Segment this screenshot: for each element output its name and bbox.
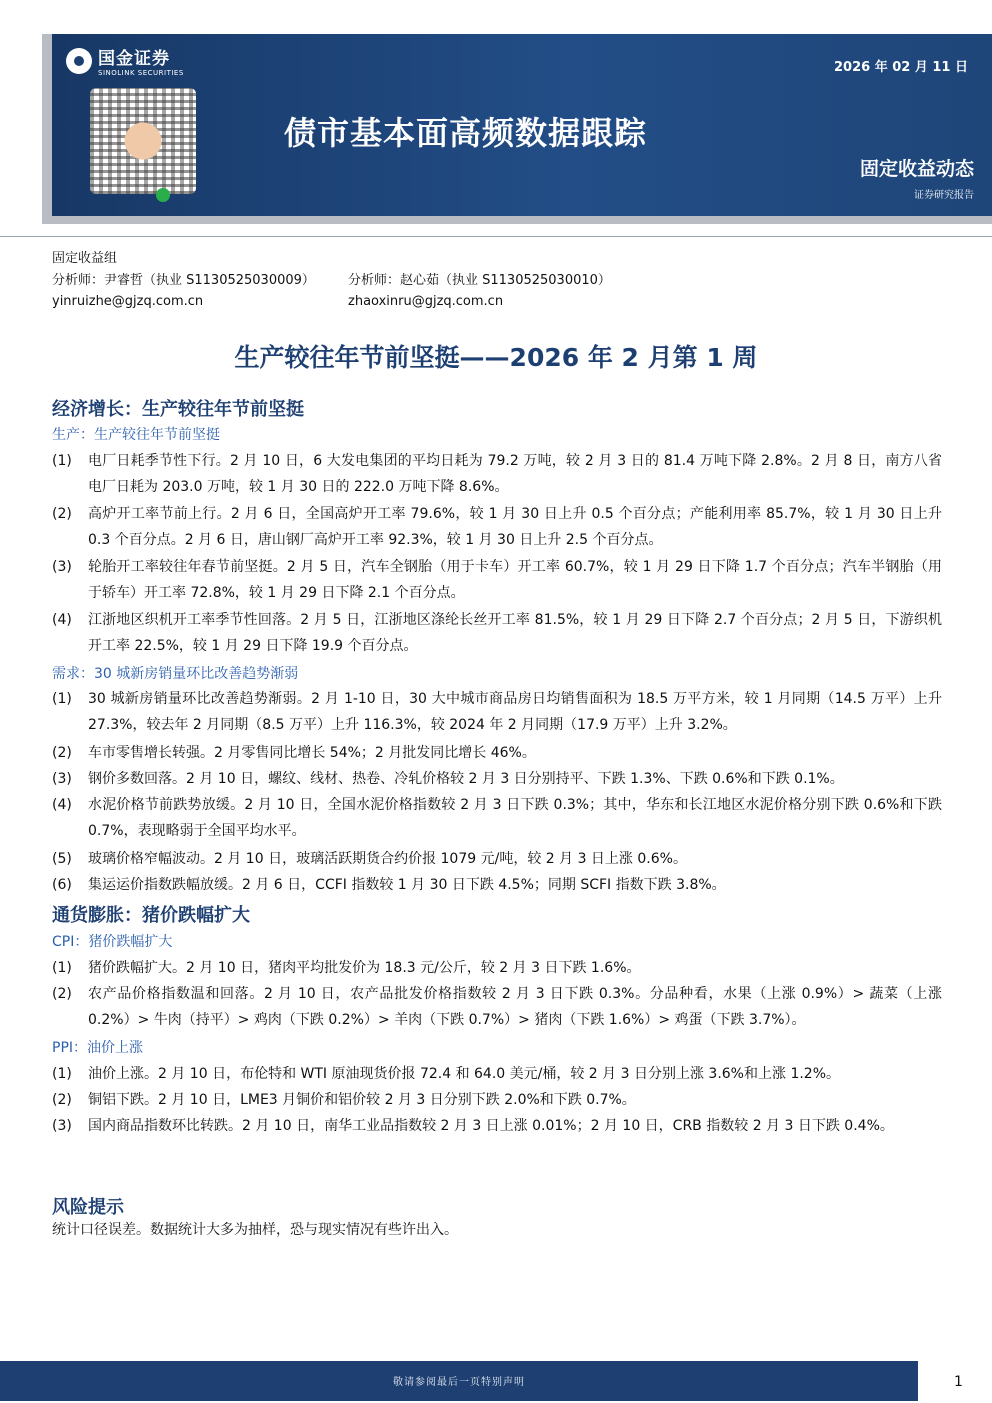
item-number: (1) <box>52 691 72 707</box>
item-text: 猪价跌幅扩大。2 月 10 日，猪肉平均批发价为 18.3 元/公斤，较 2 月 3 日下跌 1.6%。 <box>88 960 641 976</box>
header-divider <box>0 236 992 237</box>
item-number: (1) <box>52 453 72 469</box>
analyst-2: 分析师：赵心茹（执业 S1130525030010） <box>348 273 611 288</box>
team-name: 固定收益组 <box>52 251 118 266</box>
analyst-1-email[interactable]: yinruizhe@gjzq.com.cn <box>52 294 204 309</box>
list-item <box>52 846 942 872</box>
item-text: 30 城新房销量环比改善趋势渐弱。2 月 1-10 日，30 大中城市商品房日均销售面积为 18.5 万平方米，较 1 月同期（14.5 万平）上升 27.3%，较去年 2 月同期（8.5 万平）上升 116.3%，较 2024 年 2 月同期（17.9 万平）上升 3.2%。 <box>88 691 942 733</box>
list-item <box>52 607 942 659</box>
list-item <box>52 448 942 500</box>
item-text: 铜铝下跌。2 月 10 日，LME3 月铜价和铝价较 2 月 3 日分别下跌 2.0%和下跌 0.7%。 <box>88 1092 636 1108</box>
list-item <box>52 554 942 606</box>
report-subcategory: 证券研究报告 <box>914 190 974 201</box>
page-number: 1 <box>954 1374 963 1390</box>
item-text: 车市零售增长转强。2 月零售同比增长 54%；2 月批发同比增长 46%。 <box>88 745 536 761</box>
item-number: (3) <box>52 771 72 787</box>
logo-icon <box>66 48 92 74</box>
item-text: 钢价多数回落。2 月 10 日，螺纹、线材、热卷、冷轧价格较 2 月 3 日分别持平、下跌 1.3%、下跌 0.6%和下跌 0.1%。 <box>88 771 844 787</box>
subheading-demand: 需求：30 城新房销量环比改善趋势渐弱 <box>52 666 299 682</box>
list-item <box>52 955 942 981</box>
item-number: (4) <box>52 612 72 628</box>
qr-code-icon <box>90 88 196 194</box>
company-logo <box>66 44 184 77</box>
item-text: 江浙地区织机开工率季节性回落。2 月 5 日，江浙地区涤纶长丝开工率 81.5%，较 1 月 29 日下降 2.7 个百分点；2 月 5 日，下游织机开工率 22.5%，较 1 月 29 日下降 19.9 个百分点。 <box>88 612 942 654</box>
list-item <box>52 872 942 898</box>
section-heading-inflation: 通货膨胀：猪价跌幅扩大 <box>52 905 250 926</box>
section-heading-growth: 经济增长：生产较往年节前坚挺 <box>52 399 304 420</box>
subheading-ppi: PPI：油价上涨 <box>52 1040 144 1056</box>
list-item <box>52 1087 942 1113</box>
list-item <box>52 1113 942 1139</box>
list-item <box>52 740 942 766</box>
item-number: (2) <box>52 506 72 522</box>
item-text: 水泥价格节前跌势放缓。2 月 10 日，全国水泥价格指数较 2 月 3 日下跌 0.3%；其中，华东和长江地区水泥价格分别下跌 0.6%和下跌 0.7%，表现略弱于全国平均水平。 <box>88 797 942 839</box>
report-title: 债市基本面高频数据跟踪 <box>284 114 648 152</box>
list-item <box>52 981 942 1033</box>
analyst-2-email[interactable]: zhaoxinru@gjzq.com.cn <box>348 294 504 309</box>
header-banner <box>52 34 992 216</box>
report-category: 固定收益动态 <box>859 158 974 180</box>
list-item <box>52 792 942 844</box>
subheading-cpi: CPI：猪价跌幅扩大 <box>52 934 173 950</box>
document-title: 生产较往年节前坚挺——2026 年 2 月第 1 周 <box>234 343 758 372</box>
item-text: 集运运价指数跌幅放缓。2 月 6 日，CCFI 指数较 1 月 30 日下跌 4.5%；同期 SCFI 指数下跌 3.8%。 <box>88 877 726 893</box>
analyst-1: 分析师：尹睿哲（执业 S1130525030009） <box>52 273 315 288</box>
item-text: 国内商品指数环比转跌。2 月 10 日，南华工业品指数较 2 月 3 日上涨 0.01%；2 月 10 日，CRB 指数较 2 月 3 日下跌 0.4%。 <box>88 1118 894 1134</box>
item-number: (1) <box>52 960 72 976</box>
logo-english: SINOLINK SECURITIES <box>98 69 184 77</box>
item-number: (1) <box>52 1066 72 1082</box>
item-text: 电厂日耗季节性下行。2 月 10 日，6 大发电集团的平均日耗为 79.2 万吨，较 2 月 3 日的 81.4 万吨下降 2.8%。2 月 8 日，南方八省电厂日耗为 203.0 万吨，较 1 月 30 日的 222.0 万吨下降 8.6%。 <box>88 453 942 495</box>
footer-disclaimer[interactable]: 敬请参阅最后一页特别声明 <box>393 1377 525 1388</box>
item-number: (3) <box>52 1118 72 1134</box>
mini-program-icon <box>156 188 170 202</box>
item-number: (2) <box>52 1092 72 1108</box>
item-text: 玻璃价格窄幅波动。2 月 10 日，玻璃活跃期货合约价报 1079 元/吨，较 2 月 3 日上涨 0.6%。 <box>88 851 687 867</box>
item-text: 高炉开工率节前上行。2 月 6 日，全国高炉开工率 79.6%，较 1 月 30 日上升 0.5 个百分点；产能利用率 85.7%，较 1 月 30 日上升 0.3 个百分点。2 月 6 日，唐山钢厂高炉开工率 92.3%，较 1 月 30 日上升 2.5 个百分点。 <box>88 506 942 548</box>
risk-text: 统计口径误差。数据统计大多为抽样，恐与现实情况有些许出入。 <box>52 1222 458 1238</box>
list-item <box>52 501 942 553</box>
item-number: (2) <box>52 745 72 761</box>
list-item <box>52 1061 942 1087</box>
item-text: 轮胎开工率较往年春节前坚挺。2 月 5 日，汽车全钢胎（用于卡车）开工率 60.7%，较 1 月 29 日下降 1.7 个百分点；汽车半钢胎（用于轿车）开工率 72.8%，较 1 月 29 日下降 2.1 个百分点。 <box>88 559 942 601</box>
item-number: (6) <box>52 877 72 893</box>
item-number: (5) <box>52 851 72 867</box>
item-text: 油价上涨。2 月 10 日，布伦特和 WTI 原油现货价报 72.4 和 64.0 美元/桶，较 2 月 3 日分别上涨 3.6%和上涨 1.2%。 <box>88 1066 841 1082</box>
subheading-production: 生产：生产较往年节前坚挺 <box>52 427 220 443</box>
item-number: (2) <box>52 986 72 1002</box>
logo-name: 国金证券 <box>98 49 170 69</box>
list-item <box>52 686 942 738</box>
item-number: (3) <box>52 559 72 575</box>
item-text: 农产品价格指数温和回落。2 月 10 日，农产品批发价格指数较 2 月 3 日下跌 0.3%。分品种看，水果（上涨 0.9%）> 蔬菜（上涨 0.2%）> 牛肉（持平）> 鸡肉（下跌 0.2%）> 羊肉（下跌 0.7%）> 猪肉（下跌 1.6%）> 鸡蛋（下跌 3.7%）。 <box>88 986 942 1028</box>
item-number: (4) <box>52 797 72 813</box>
report-date: 2026 年 02 月 11 日 <box>834 60 968 75</box>
list-item <box>52 766 942 792</box>
section-heading-risk: 风险提示 <box>52 1197 124 1218</box>
